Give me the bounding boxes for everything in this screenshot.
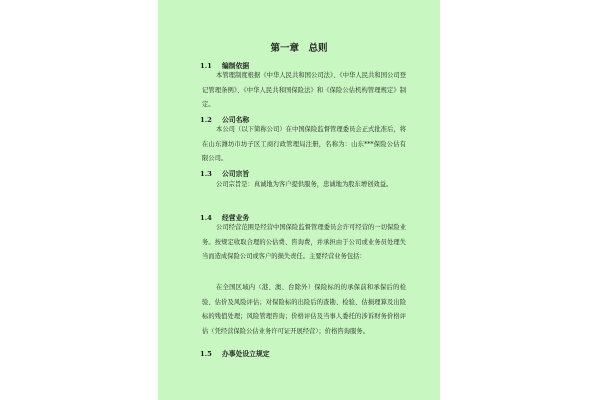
section-heading-1-3: [200, 168, 249, 178]
chapter-title: 第一章 总则: [270, 43, 328, 54]
document-page: [158, 0, 440, 400]
section-number: 1.4: [200, 214, 212, 222]
section-title: 公司宗旨: [222, 170, 250, 178]
section-number: 1.1: [200, 62, 212, 70]
section-title: 公司名称: [222, 116, 250, 124]
section-paragraph: 公司经营范围是经营中国保险监督管理委员会许可经营的一切保险业务。按规定收取合理的公估费、咨询费，并承担由于公司或业务员处理失当而造成保险公司或客户的损失责任。主要经营业务包括：: [202, 224, 406, 260]
section-number: 1.3: [200, 170, 212, 178]
section-title: 编制依据: [222, 62, 250, 70]
section-title: 办事处设立规定: [222, 350, 270, 358]
section-number: 1.2: [200, 116, 212, 124]
section-number: 1.5: [200, 350, 212, 358]
section-paragraph: 本管理制度根据《中华人民共和国公司法》、《中华人民共和国公司登记管理条例》、《中华人民共和国保险法》和《保险公估机构管理规定》制定。: [202, 72, 406, 108]
section-heading-1-5: [200, 348, 270, 358]
section-title: 经营业务: [222, 214, 250, 222]
section-paragraph: 本公司（以下简称公司）在中国保险监督管理委员会正式批准后，将在山东潍坊市坊子区工商行政管理局注册，名称为：山东***保险公估有限公司。: [202, 126, 406, 162]
section-paragraph: 公司宗旨是：真诚地为客户提供服务，忠诚地为股东增创效益。: [216, 181, 393, 188]
section-paragraph: 在全国区域内（港、澳、台除外）保险标的的承保前和承保后的检验、估价及风险评估；对保险标的出险后的查勘、检验、估损理算及出险标的残值处理；风险管理咨询；价格评估及当事人委托的涉诉财务价格评估（凭经营保险公估业务许可证开展经营）；价格咨询服务。: [202, 284, 406, 335]
